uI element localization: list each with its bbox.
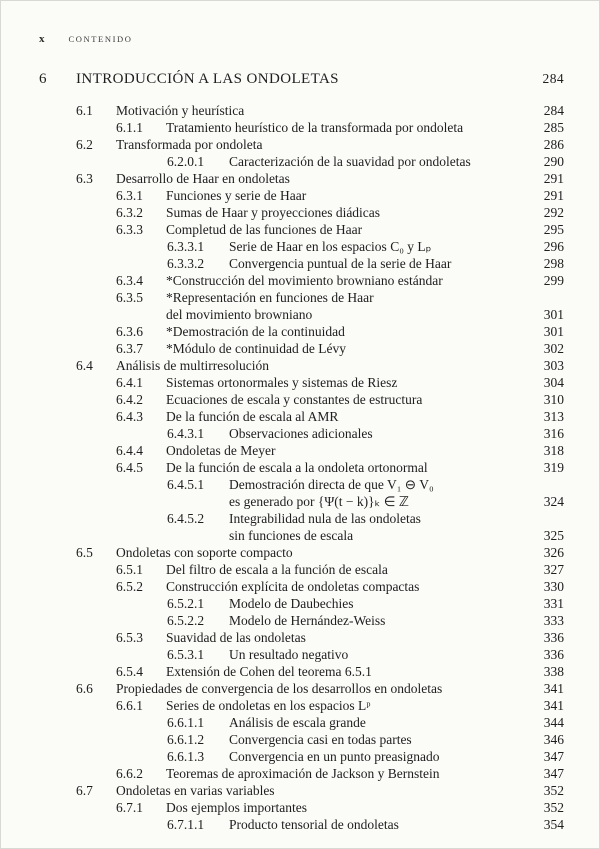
toc-entry-page: 330 [543, 579, 564, 594]
toc-entry-number: 6.4.1 [116, 375, 143, 390]
toc-entry-number: 6.7 [76, 783, 93, 798]
toc-entry-number: 6.4.5 [116, 460, 143, 475]
toc-entry [39, 561, 564, 578]
toc-entry-title: Análisis de multirresolución [116, 358, 269, 373]
toc-entry [39, 816, 564, 833]
toc-entry-page: 284 [543, 103, 564, 118]
toc-entry-title: De la función de escala a la ondoleta ortonormal [166, 460, 428, 475]
toc-entry-title: Del filtro de escala a la función de escala [166, 562, 388, 577]
toc-entry-page: 331 [543, 596, 564, 611]
toc-entry [39, 799, 564, 816]
toc-entry-number: 6.3.3 [116, 222, 143, 237]
toc-entry-title: Ondoletas con soporte compacto [116, 545, 293, 560]
toc-entry-title: Teoremas de aproximación de Jackson y Bernstein [166, 766, 440, 781]
toc-entry-page: 336 [543, 647, 564, 662]
toc-entry-page: 291 [543, 188, 564, 203]
toc-entry-title: Observaciones adicionales [229, 426, 373, 441]
toc-entry [39, 731, 564, 748]
toc-entry [39, 459, 564, 476]
toc-entry-number: 6.4.3.1 [167, 426, 205, 441]
toc-entry [39, 187, 564, 204]
toc-entry-title: Modelo de Daubechies [229, 596, 354, 611]
toc-entry-title: Construcción explícita de ondoletas compactas [166, 579, 420, 594]
toc-entry [39, 221, 564, 238]
toc-entry-page: 326 [543, 545, 564, 560]
toc-entry-page: 292 [543, 205, 564, 220]
toc-entry-page: 319 [543, 460, 564, 475]
toc-entry-number: 6.5.4 [116, 664, 143, 679]
toc-entry-title: Motivación y heurística [116, 103, 245, 118]
toc-entry-page: 318 [543, 443, 564, 458]
toc-entry-title: Extensión de Cohen del teorema 6.5.1 [166, 664, 372, 679]
toc-entry-page: 324 [543, 494, 564, 509]
toc-entry-number: 6.2 [76, 137, 93, 152]
toc-entry-title: *Construcción del movimiento browniano estándar [166, 273, 443, 288]
toc-entry [39, 612, 564, 629]
toc-entry [39, 238, 564, 255]
toc-entry-page: 296 [543, 239, 564, 254]
toc-entry [39, 629, 564, 646]
toc-entry-title: Serie de Haar en los espacios C₀ y Lₚ [229, 239, 432, 254]
toc-entry-title: Funciones y serie de Haar [166, 188, 307, 203]
toc-entry-number: 6.4.5.1 [167, 477, 205, 492]
toc-entry-number: 6.3 [76, 171, 93, 186]
toc-entry [39, 323, 564, 340]
toc-entry-number: 6.2.0.1 [167, 154, 205, 169]
toc-entry-number: 6.3.5 [116, 290, 143, 305]
toc-entry-title: Análisis de escala grande [229, 715, 366, 730]
toc-entry-number: 6.6 [76, 681, 93, 696]
toc-entry-page: 347 [543, 749, 564, 764]
toc-entry-page: 327 [543, 562, 564, 577]
toc-entry-number: 6.5.2.2 [167, 613, 205, 628]
running-head [39, 33, 564, 45]
toc-list [39, 102, 564, 833]
toc-entry [39, 340, 564, 357]
toc-entry-page: 301 [543, 307, 564, 322]
toc-entry-title: Series de ondoletas en los espacios Lᵖ [166, 698, 371, 713]
toc-entry [39, 374, 564, 391]
toc-entry-page: 302 [543, 341, 564, 356]
page-folio: x [39, 33, 45, 45]
toc-entry-title: *Representación en funciones de Haar del movimiento browniano [166, 290, 374, 322]
toc-entry-page: 286 [543, 137, 564, 152]
toc-entry-title: Un resultado negativo [229, 647, 349, 662]
toc-entry-title: Dos ejemplos importantes [166, 800, 307, 815]
running-title: CONTENIDO [68, 34, 133, 44]
toc-entry-number: 6.7.1 [116, 800, 143, 815]
toc-entry [39, 578, 564, 595]
toc-entry-number: 6.5.2 [116, 579, 143, 594]
toc-entry-title: Propiedades de convergencia de los desarrollos en ondoletas [116, 681, 443, 696]
toc-entry [39, 153, 564, 170]
chapter-number: 6 [39, 71, 47, 87]
toc-entry-title: *Demostración de la continuidad [166, 324, 345, 339]
toc-entry-page: 346 [543, 732, 564, 747]
toc-entry-title: Tratamiento heurístico de la transformada por ondoleta [166, 120, 464, 135]
toc-entry-title: Ecuaciones de escala y constantes de estructura [166, 392, 423, 407]
toc-entry-number: 6.4.5.2 [167, 511, 205, 526]
toc-entry-title: Modelo de Hernández-Weiss [229, 613, 386, 628]
toc-entry [39, 272, 564, 289]
toc-entry [39, 714, 564, 731]
toc-entry [39, 136, 564, 153]
toc-entry-title: Convergencia casi en todas partes [229, 732, 412, 747]
toc-entry [39, 748, 564, 765]
toc-entry-page: 333 [543, 613, 564, 628]
toc-entry-page: 352 [543, 800, 564, 815]
toc-entry-page: 295 [543, 222, 564, 237]
toc-entry-number: 6.6.2 [116, 766, 143, 781]
toc-entry-number: 6.4 [76, 358, 93, 373]
toc-entry [39, 119, 564, 136]
toc-entry-page: 354 [543, 817, 564, 832]
toc-entry-number: 6.3.1 [116, 188, 143, 203]
toc-entry-title: Sumas de Haar y proyecciones diádicas [166, 205, 381, 220]
toc-entry-page: 310 [543, 392, 564, 407]
toc-entry-title: Transformada por ondoleta [116, 137, 263, 152]
toc-entry-title: Caracterización de la suavidad por ondoletas [229, 154, 471, 169]
toc-entry [39, 646, 564, 663]
toc-entry-number: 6.5.3 [116, 630, 143, 645]
toc-entry-page: 313 [543, 409, 564, 424]
toc-entry [39, 408, 564, 425]
toc-page [1, 1, 599, 833]
toc-entry-number: 6.6.1.3 [167, 749, 205, 764]
toc-entry [39, 425, 564, 442]
toc-entry [39, 289, 564, 323]
toc-entry [39, 102, 564, 119]
toc-entry [39, 357, 564, 374]
toc-entry-page: 304 [543, 375, 564, 390]
toc-entry-page: 301 [543, 324, 564, 339]
toc-entry-number: 6.4.4 [116, 443, 143, 458]
toc-entry-title: Integrabilidad nula de las ondoletas sin funciones de escala [229, 511, 421, 543]
toc-entry-title: Producto tensorial de ondoletas [229, 817, 399, 832]
toc-entry-page: 325 [543, 528, 564, 543]
toc-entry [39, 510, 564, 544]
toc-entry-page: 316 [543, 426, 564, 441]
toc-entry [39, 680, 564, 697]
toc-entry-number: 6.3.7 [116, 341, 143, 356]
toc-entry-number: 6.4.3 [116, 409, 143, 424]
toc-entry [39, 170, 564, 187]
toc-entry-page: 285 [543, 120, 564, 135]
toc-entry-number: 6.3.3.1 [167, 239, 205, 254]
toc-entry-title: Desarrollo de Haar en ondoletas [116, 171, 290, 186]
toc-entry-title: Ondoletas de Meyer [166, 443, 276, 458]
toc-entry [39, 255, 564, 272]
toc-entry [39, 204, 564, 221]
toc-entry-page: 338 [543, 664, 564, 679]
toc-entry-number: 6.1.1 [116, 120, 143, 135]
toc-entry-page: 344 [543, 715, 564, 730]
toc-entry-number: 6.3.2 [116, 205, 143, 220]
toc-entry-page: 352 [543, 783, 564, 798]
toc-entry-number: 6.5 [76, 545, 93, 560]
toc-entry-number: 6.5.1 [116, 562, 143, 577]
toc-entry [39, 697, 564, 714]
toc-entry-page: 303 [543, 358, 564, 373]
toc-entry-page: 291 [543, 171, 564, 186]
toc-entry-number: 6.1 [76, 103, 93, 118]
toc-entry-page: 347 [543, 766, 564, 781]
toc-entry-page: 336 [543, 630, 564, 645]
toc-entry-page: 299 [543, 273, 564, 288]
toc-entry-number: 6.5.2.1 [167, 596, 205, 611]
chapter-heading [39, 71, 564, 88]
toc-entry-title: Completud de las funciones de Haar [166, 222, 363, 237]
toc-entry-title: Demostración directa de que V₁ ⊖ V₀ es generado por {Ψ(t − k)}ₖ ∈ ℤ [229, 477, 434, 509]
toc-entry-title: Sistemas ortonormales y sistemas de Riesz [166, 375, 398, 390]
toc-entry [39, 765, 564, 782]
toc-entry-page: 341 [543, 698, 564, 713]
toc-entry-number: 6.3.3.2 [167, 256, 205, 271]
toc-entry-number: 6.6.1.2 [167, 732, 205, 747]
toc-entry-number: 6.3.4 [116, 273, 143, 288]
toc-entry [39, 476, 564, 510]
toc-entry-number: 6.6.1.1 [167, 715, 205, 730]
toc-entry-number: 6.7.1.1 [167, 817, 205, 832]
toc-entry-title: *Módulo de continuidad de Lévy [166, 341, 346, 356]
toc-entry [39, 782, 564, 799]
toc-entry-title: Ondoletas en varias variables [116, 783, 275, 798]
toc-entry-number: 6.3.6 [116, 324, 143, 339]
toc-entry [39, 544, 564, 561]
toc-entry [39, 595, 564, 612]
toc-entry-title: Convergencia puntual de la serie de Haar [229, 256, 452, 271]
toc-entry-page: 290 [543, 154, 564, 169]
toc-entry [39, 391, 564, 408]
toc-entry-title: Convergencia en un punto preasignado [229, 749, 440, 764]
toc-entry-page: 298 [543, 256, 564, 271]
toc-entry-page: 341 [543, 681, 564, 696]
chapter-title: INTRODUCCIÓN A LAS ONDOLETAS [76, 71, 339, 87]
toc-entry-number: 6.6.1 [116, 698, 143, 713]
toc-entry [39, 663, 564, 680]
toc-entry-title: De la función de escala al AMR [166, 409, 339, 424]
toc-entry-title: Suavidad de las ondoletas [166, 630, 306, 645]
toc-entry [39, 442, 564, 459]
toc-entry-number: 6.4.2 [116, 392, 143, 407]
toc-entry-number: 6.5.3.1 [167, 647, 205, 662]
chapter-page: 284 [542, 71, 564, 86]
